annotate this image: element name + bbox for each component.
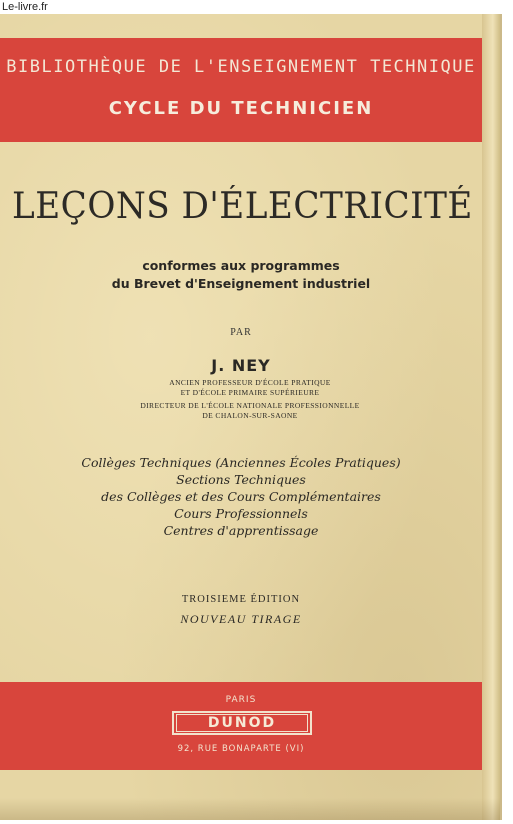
publisher-name: DUNOD (176, 714, 308, 732)
section-line: Cours Professionnels (174, 506, 308, 521)
credential-line: DE CHALON-SUR-SAONE (202, 411, 298, 420)
publisher-logo (172, 711, 312, 735)
author-name: J. NEY (211, 356, 271, 375)
section-line: Centres d'apprentissage (163, 523, 319, 538)
tirage-label: NOUVEAU TIRAGE (180, 612, 302, 626)
book-title: LEÇONS D'ÉLECTRICITÉ (12, 186, 473, 227)
section-line: Sections Techniques (176, 472, 306, 487)
credential-line: ET D'ÉCOLE PRIMAIRE SUPÉRIEURE (180, 388, 320, 397)
credential-line: ANCIEN PROFESSEUR D'ÉCOLE PRATIQUE (169, 378, 331, 387)
book-cover (0, 14, 500, 820)
section-line: des Collèges et des Cours Complémentaires (101, 489, 381, 504)
top-red-band (0, 38, 482, 142)
par-label: PAR (230, 327, 252, 338)
section-line: Collèges Techniques (Anciennes Écoles Pratiques) (81, 455, 401, 470)
watermark-text: Le-livre.fr (2, 1, 48, 13)
edition-label: TROISIEME ÉDITION (181, 594, 301, 605)
publisher-city: PARIS (225, 695, 257, 705)
subtitle-line-1: conformes aux programmes (142, 258, 340, 273)
publisher-address: 92, RUE BONAPARTE (VI) (177, 744, 305, 754)
series-title: BIBLIOTHÈQUE DE L'ENSEIGNEMENT TECHNIQUE (6, 57, 476, 77)
subtitle-line-2: du Brevet d'Enseignement industriel (111, 276, 371, 291)
cycle-title: CYCLE DU TECHNICIEN (108, 98, 374, 119)
worn-edge (0, 798, 500, 820)
credential-line: DIRECTEUR DE L'ÉCOLE NATIONALE PROFESSIONNELLE (140, 401, 360, 410)
